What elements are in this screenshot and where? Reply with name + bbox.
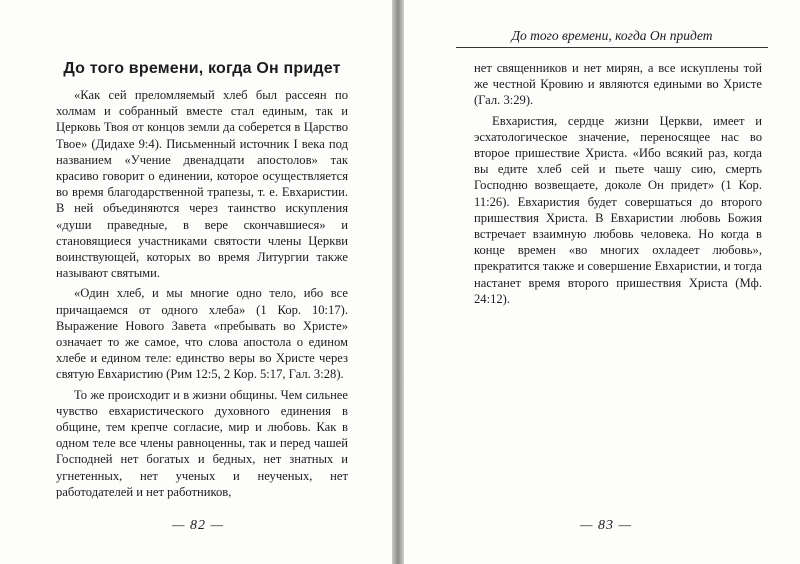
paragraph: «Как сей преломляемый хлеб был рассеян по холмам и собранный вместе стал единым, так и Церковь Твоя от концов земли да соберется в Царство Твое» (Дидахе 9:4). Письменный источник I века под названием «Учение двенадцати апостолов» так красиво говорит о единении, которое осуществляется во время благодарственной трапезы, т. е. Евхаристии. В ней объединяются через таинство искупления «души праведные, в вере скончавшиеся» и становящиеся участниками святости члены Церкви воинствующей, которых во время Литургии также называют святыми. bbox=[56, 88, 348, 281]
paragraph: Евхаристия, сердце жизни Церкви, имеет и эсхатологическое значение, переносящее нас во второе пришествие Христа. «Ибо всякий раз, когда вы едите хлеб сей и пьете чашу сию, смерть Господню возвещаете, доколе Он придет» (1 Кор. 11:26). Евхаристия будет совершаться до второго пришествия Христа. В Евхаристии любовь Божия встречает взаимную любовь человека. Но когда в конце времен «во многих охладеет любовь», прекратится также и совершение Евхаристии, и тогда настанет время второго пришествия Христа (Мф. 24:12). bbox=[474, 113, 762, 306]
right-page-text bbox=[474, 60, 762, 311]
running-head: До того времени, когда Он придет bbox=[456, 28, 768, 48]
left-page bbox=[0, 0, 392, 564]
book-gutter bbox=[392, 0, 404, 564]
paragraph: «Один хлеб, и мы многие одно тело, ибо все причащаемся от одного хлеба» (1 Кор. 10:17). Выражение Нового Завета «пребывать во Христе» означает то же самое, что слова апостола о едином хлебе и едином теле: единство веры во Христе через святую Евхаристию (Рим 12:5, 2 Кор. 5:17, Гал. 3:28). bbox=[56, 286, 348, 382]
paragraph-continuation: нет священников и нет мирян, а все искуплены той же честной Кровию и являются едиными во Христе (Гал. 3:29). bbox=[474, 61, 762, 108]
chapter-heading: До того времени, когда Он придет bbox=[63, 60, 341, 77]
page-number: — 82 — bbox=[172, 518, 224, 533]
right-page bbox=[404, 0, 800, 564]
paragraph: То же происходит и в жизни общины. Чем сильнее чувство евхаристического духовного единения в общине, тем крепче согласие, мир и любовь. Как в одном теле все члены равноценны, так и перед чашей Господней нет богатых и бедных, нет знатных и угнетенных, нет ученых и неученых, нет работодателей и нет работников, bbox=[56, 387, 348, 499]
page-number: — 83 — bbox=[580, 518, 632, 533]
left-page-text bbox=[56, 60, 348, 504]
